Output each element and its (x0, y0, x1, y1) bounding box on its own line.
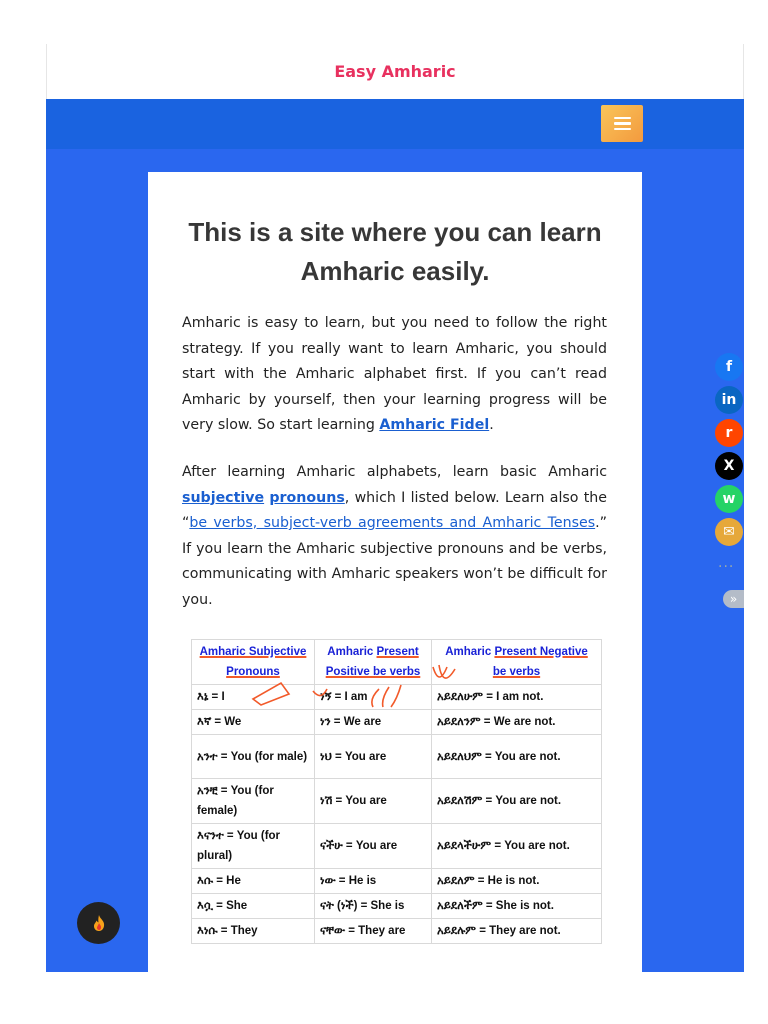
page-title: This is a site where you can learn Amharic easily. (188, 217, 602, 286)
be-verbs-link[interactable]: be verbs, subject-verb agreements and Amharic Tenses (189, 515, 596, 531)
pronoun-table-image (191, 639, 601, 943)
facebook-icon: f (725, 359, 733, 375)
facebook-share-button[interactable] (715, 353, 743, 381)
hamburger-menu-button[interactable] (601, 105, 643, 142)
table-row: እሱ = He ነው = He is አይደለም = He is not. (192, 869, 602, 894)
table-row: አንተ = You (for male) ነህ = You are አይደለህም = You are not. (192, 735, 602, 779)
amharic-fidel-link[interactable]: Amharic Fidel (379, 417, 490, 433)
table-row: አንቺ = You (for female) ነሽ = You are አይደለሽም = You are not. (192, 779, 602, 824)
more-share-icon[interactable]: ··· (718, 559, 735, 575)
collapse-share-button[interactable]: » (723, 590, 744, 608)
reddit-icon: r (725, 425, 733, 441)
table-row: እናንተ = You (for plural) ናችሁ = You are አይደላችሁም = You are not. (192, 824, 602, 869)
pronouns-paragraph: After learning Amharic alphabets, learn basic Amharic subjective pronouns, which I listed below. Learn also the “be verbs, subject-verb agreements and Amharic Tenses.” If you learn the Amharic subjective pronouns and be verbs, communicating with Amharic speakers won’t be difficult for you. (182, 464, 607, 608)
table-row: እኛ = We ነን = We are አይደለንም = We are not. (192, 710, 602, 735)
pronouns-link[interactable]: pronouns (269, 489, 345, 506)
table-header: Amharic Present Negative be verbs (432, 640, 602, 685)
email-share-button[interactable] (715, 518, 743, 546)
site-title-link[interactable]: Easy Amharic (334, 62, 456, 81)
hamburger-icon (614, 117, 631, 120)
subjective-link[interactable]: subjective (182, 489, 265, 506)
site-header (46, 44, 744, 99)
linkedin-share-button[interactable] (715, 386, 743, 414)
intro-paragraph: Amharic is easy to learn, but you need to follow the right strategy. If you really want to learn Amharic, you should start with the Amharic alphabet first. If you can’t read Amharic by yourself, then your learning progress will be very slow. So start learning Amharic Fidel. (182, 315, 607, 433)
table-row: እነሱ = They ናቸው = They are አይደሉም = They are not. (192, 919, 602, 944)
table-header: Amharic Present Positive be verbs (315, 640, 432, 685)
whatsapp-share-button[interactable] (715, 485, 743, 513)
nav-bar (46, 99, 744, 149)
x-share-button[interactable] (715, 452, 743, 480)
table-row: እኔ = I ነኝ = I am አይደለሁም = I am not. (192, 685, 602, 710)
pronoun-table (191, 639, 602, 944)
whatsapp-icon: w (722, 491, 736, 507)
reddit-share-button[interactable] (715, 419, 743, 447)
table-header: Amharic Subjective Pronouns (192, 640, 315, 685)
fire-icon (91, 914, 107, 932)
dark-mode-toggle[interactable] (77, 902, 120, 944)
x-icon: X (723, 458, 735, 474)
linkedin-icon: in (721, 392, 737, 408)
email-icon: ✉ (723, 524, 735, 540)
table-row: እሷ = She ናት (ነች) = She is አይደለችም = She is not. (192, 894, 602, 919)
